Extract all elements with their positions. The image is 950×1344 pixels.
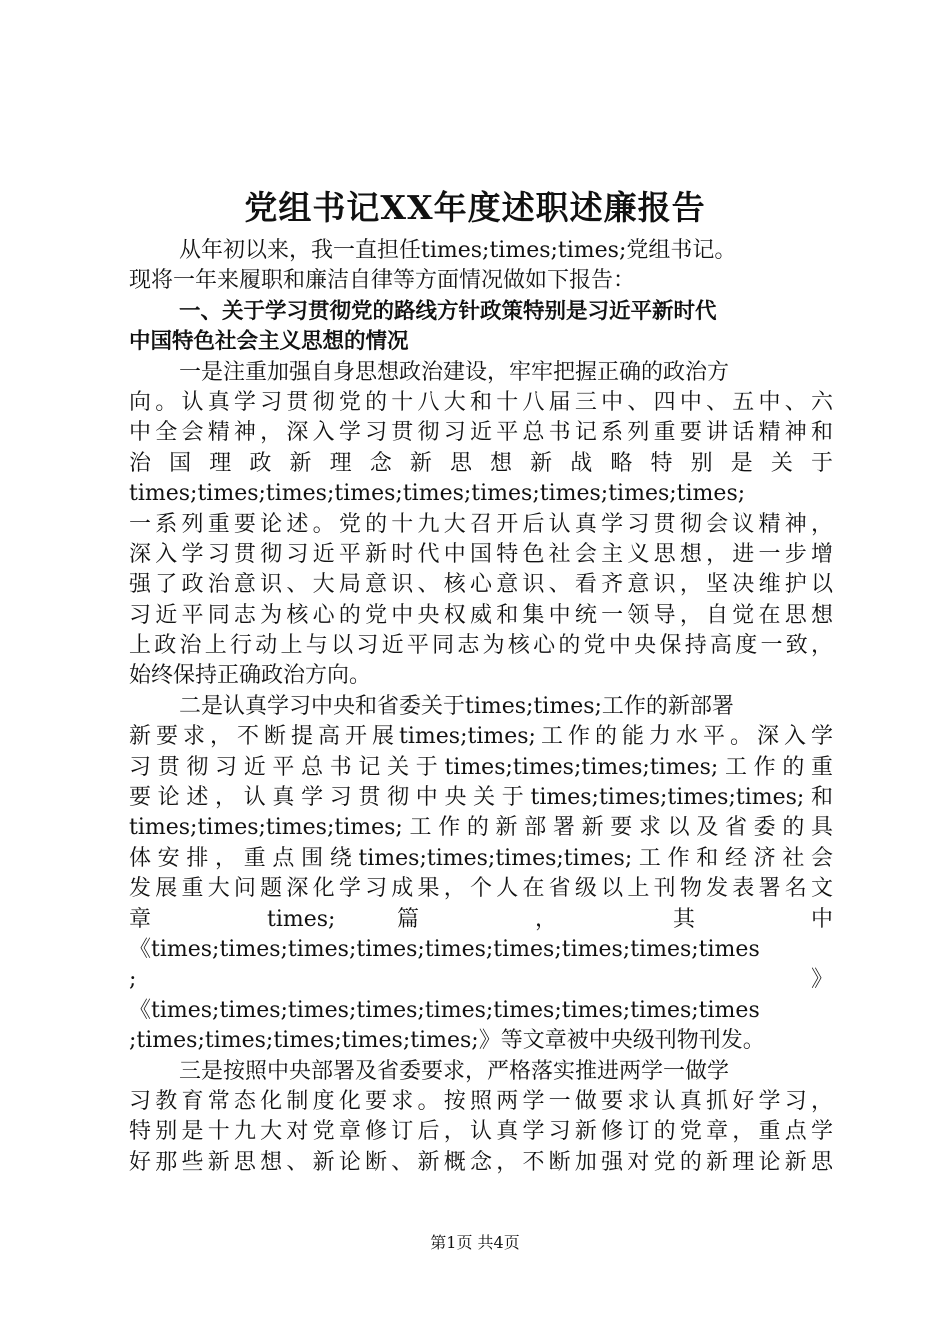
body-line: 特别是十九大对党章修订后，认真学习新修订的党章，重点学	[129, 1119, 833, 1145]
body-line: 始终保持正确政治方向。	[129, 663, 372, 689]
document-body	[129, 236, 833, 1178]
document-title: 党组书记XX年度述职述廉报告	[244, 188, 706, 227]
body-line: 体安排，重点围绕times;times;times;times;工作和经济社会	[129, 845, 833, 871]
body-line: 新要求，不断提高开展times;times;工作的能力水平。深入学	[129, 724, 833, 750]
body-line: 向。认真学习贯彻党的十八大和十八届三中、四中、五中、六	[129, 389, 833, 415]
body-line: 中国特色社会主义思想的情况	[129, 329, 409, 355]
body-line: 现将一年来履职和廉洁自律等方面情况做如下报告：	[129, 268, 636, 294]
body-line: 治 国 理 政 新 理 念 新 思 想 新 战 略 特 别 是 关 于	[129, 450, 833, 476]
body-line: 《times;times;times;times;times;times;times;times;times	[129, 997, 760, 1023]
body-line: 一、关于学习贯彻党的路线方针政策特别是习近平新时代	[179, 298, 717, 324]
body-line: 一系列重要论述。党的十九大召开后认真学习贯彻会议精神，	[129, 511, 833, 537]
body-line: 中全会精神，深入学习贯彻习近平总书记系列重要讲话精神和	[129, 420, 833, 446]
page-footer: 第1页 共4页	[430, 1233, 520, 1252]
body-line: 二是认真学习中央和省委关于times;times;工作的新部署	[179, 693, 734, 719]
body-line: ; 》	[129, 967, 833, 993]
body-line: 习贯彻习近平总书记关于times;times;times;times;工作的重	[129, 754, 833, 780]
body-line: ;times;times;times;times;times;》等文章被中央级刊物刊发。	[129, 1028, 765, 1054]
body-line: 强了政治意识、大局意识、核心意识、看齐意识，坚决维护以	[129, 572, 833, 598]
body-line: 三是按照中央部署及省委要求，严格落实推进两学一做学	[179, 1058, 730, 1084]
body-line: 深入学习贯彻习近平新时代中国特色社会主义思想，进一步增	[129, 541, 833, 567]
body-line: 《times;times;times;times;times;times;times;times;times	[129, 936, 760, 962]
body-line: 好那些新思想、新论断、新概念，不断加强对党的新理论新思	[129, 1149, 833, 1175]
body-line: 习近平同志为核心的党中央权威和集中统一领导，自觉在思想	[129, 602, 833, 628]
body-line: 从年初以来，我一直担任times;times;times;党组书记。	[179, 238, 737, 263]
body-line: 要论述，认真学习贯彻中央关于times;times;times;times;和	[129, 785, 833, 811]
body-line: times;times;times;times;times;times;times;times;times;	[129, 481, 746, 507]
body-line: 章 times; 篇 ， 其 中	[129, 906, 833, 932]
body-line: 一是注重加强自身思想政治建设，牢牢把握正确的政治方	[179, 359, 730, 385]
body-line: 上政治上行动上与以习近平同志为核心的党中央保持高度一致，	[129, 633, 833, 659]
body-line: 发展重大问题深化学习成果，个人在省级以上刊物发表署名文	[129, 876, 833, 902]
body-line: 习教育常态化制度化要求。按照两学一做要求认真抓好学习，	[129, 1088, 833, 1114]
body-line: times;times;times;times;工作的新部署新要求以及省委的具	[129, 815, 833, 841]
